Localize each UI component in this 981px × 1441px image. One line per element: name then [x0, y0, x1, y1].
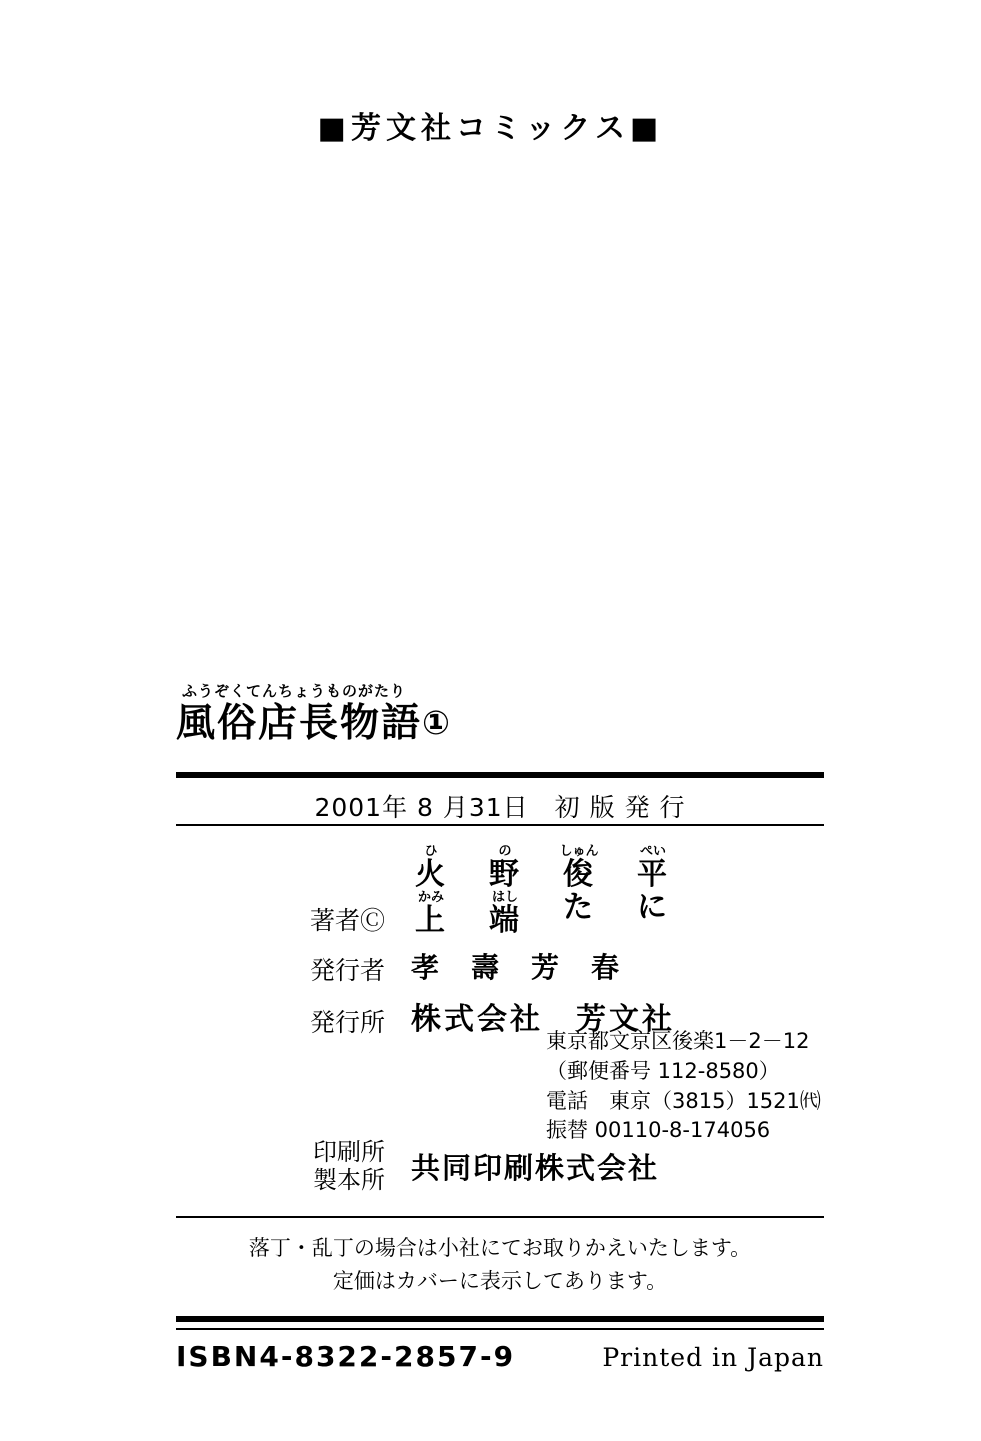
publisher-person-label: 発行者	[309, 955, 385, 985]
divider-top	[176, 772, 824, 778]
author-char-base: 平	[637, 857, 669, 892]
book-title-text: 風俗店長物語	[176, 701, 423, 746]
printer-label	[176, 1138, 411, 1195]
publisher-name: 株式会社 芳文社	[411, 1002, 675, 1037]
credit-row-printer	[176, 1138, 824, 1195]
author-char	[559, 845, 599, 891]
author-char	[633, 891, 673, 937]
printed-in-label: Printed in Japan	[602, 1343, 824, 1372]
page-title	[176, 703, 816, 746]
publisher-person-name: 孝 壽 芳 春	[411, 951, 622, 984]
notice-line: 定価はカバーに表示してあります。	[332, 1268, 668, 1293]
author-char-base: た	[563, 889, 595, 925]
notices-block	[176, 1232, 824, 1297]
author-char	[485, 845, 525, 891]
publisher-address	[176, 1027, 824, 1146]
address-line: 振替 00110-8-174056	[546, 1118, 771, 1143]
author-char-base: 野	[489, 857, 521, 892]
divider-under-date	[176, 824, 824, 826]
author-char-base: に	[637, 889, 669, 925]
author-char-ruby: ひ	[424, 844, 438, 859]
credit-row-author	[176, 845, 824, 936]
printer-label-line2: 製本所	[313, 1166, 385, 1195]
printer-label-line1: 印刷所	[313, 1138, 385, 1166]
footer	[176, 1340, 824, 1373]
author-char-base: 端	[489, 902, 521, 938]
address-line: （郵便番号 112-8580）	[546, 1058, 780, 1083]
author-char-ruby: かみ	[417, 889, 444, 905]
author-char-ruby: はし	[491, 889, 518, 905]
author-char-ruby: ぺい	[639, 844, 666, 859]
address-line: 電話 東京（3815）1521㈹	[546, 1088, 821, 1113]
author-char	[633, 845, 673, 891]
publisher-label: 発行所	[309, 1007, 385, 1037]
author-char	[411, 891, 451, 937]
isbn-number: ISBN4-8322-2857-9	[176, 1340, 516, 1373]
printer-name: 共同印刷株式会社	[411, 1150, 660, 1185]
author-char	[559, 891, 599, 937]
address-line: 東京都文京区後楽1－2－12	[546, 1029, 810, 1053]
divider-bottom-info	[176, 1216, 824, 1218]
volume-number: ①	[422, 703, 452, 742]
author-char	[485, 891, 525, 937]
author-names	[411, 845, 673, 936]
imprint-label: ■芳文社コミックス■	[317, 111, 664, 146]
author-label: 著者Ⓒ	[309, 905, 385, 935]
author-char-ruby: しゅん	[559, 844, 599, 859]
author-char-ruby: の	[498, 844, 512, 859]
author-char-base: 上	[415, 902, 447, 938]
author-char-base: 俊	[563, 857, 595, 892]
credits-block	[176, 845, 824, 1042]
author-name-secondary	[411, 891, 673, 937]
publication-date: 2001年 8 月31日 初 版 発 行	[314, 793, 686, 822]
author-char	[411, 845, 451, 891]
author-name-primary	[411, 845, 673, 891]
credit-row-publisher-person	[176, 946, 824, 986]
title-ruby: ふうぞくてんちょうものがたり	[182, 682, 407, 700]
author-char-base: 火	[415, 857, 447, 892]
divider-isbn-thick	[176, 1316, 824, 1322]
title-block	[176, 680, 816, 746]
divider-isbn-thin	[176, 1328, 824, 1330]
notice-line: 落丁・乱丁の場合は小社にてお取りかえいたします。	[248, 1236, 752, 1260]
